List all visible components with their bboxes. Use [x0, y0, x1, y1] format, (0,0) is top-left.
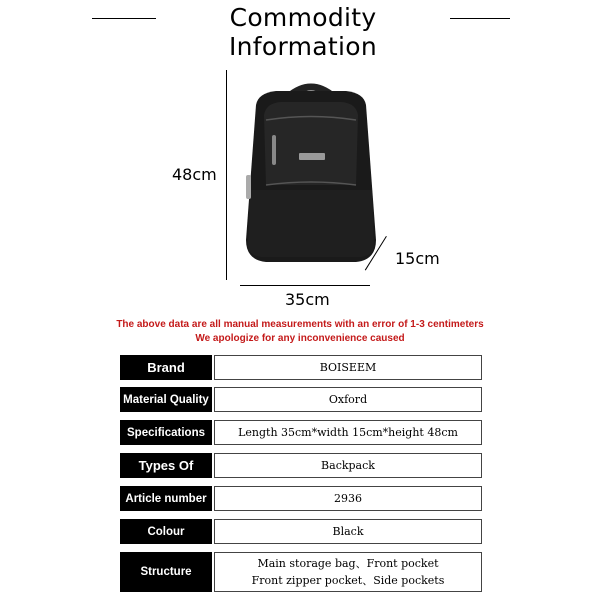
depth-label: 15cm — [395, 249, 440, 268]
zipper-pull — [272, 135, 276, 165]
notice-line-1: The above data are all manual measurements with an error of 1-3 centimeters — [116, 319, 484, 330]
spec-label: Structure — [120, 552, 212, 592]
spec-label: Material Quality — [120, 387, 212, 412]
spec-row-specifications — [120, 420, 482, 445]
lower-pocket — [248, 190, 374, 257]
height-label: 48cm — [172, 165, 217, 184]
page-title: Commodity Information — [228, 3, 377, 61]
spec-value: 2936 — [214, 486, 482, 511]
spec-label: Colour — [120, 519, 212, 544]
backpack-image — [236, 75, 386, 265]
spec-row-article-number — [120, 486, 482, 511]
spec-row-type — [120, 453, 482, 478]
title-rule-left — [92, 18, 156, 19]
brand-plate — [299, 153, 325, 160]
measurement-notice — [0, 318, 600, 346]
spec-value: BOISEEM — [214, 355, 482, 380]
spec-row-colour — [120, 519, 482, 544]
spec-value: Backpack — [214, 453, 482, 478]
side-zipper-pull — [246, 175, 251, 199]
spec-label: Brand — [120, 355, 212, 380]
spec-value: Length 35cm*width 15cm*height 48cm — [214, 420, 482, 445]
header — [0, 0, 600, 61]
title-rule-right — [450, 18, 510, 19]
spec-label: Specifications — [120, 420, 212, 445]
front-panel — [264, 102, 358, 185]
spec-value: Oxford — [214, 387, 482, 412]
structure-line-1: Main storage bag、Front pocket — [257, 557, 439, 570]
width-dimension-line — [240, 285, 370, 286]
spec-row-material — [120, 387, 482, 412]
notice-line-2: We apologize for any inconvenience caused — [195, 333, 405, 344]
spec-value: Black — [214, 519, 482, 544]
structure-line-2: Front zipper pocket、Side pockets — [251, 574, 445, 587]
spec-label: Article number — [120, 486, 212, 511]
spec-value — [214, 552, 482, 592]
spec-row-brand — [120, 355, 482, 380]
width-label: 35cm — [285, 290, 330, 309]
spec-row-structure — [120, 552, 482, 592]
height-dimension-line — [226, 70, 227, 280]
spec-label: Types Of — [120, 453, 212, 478]
